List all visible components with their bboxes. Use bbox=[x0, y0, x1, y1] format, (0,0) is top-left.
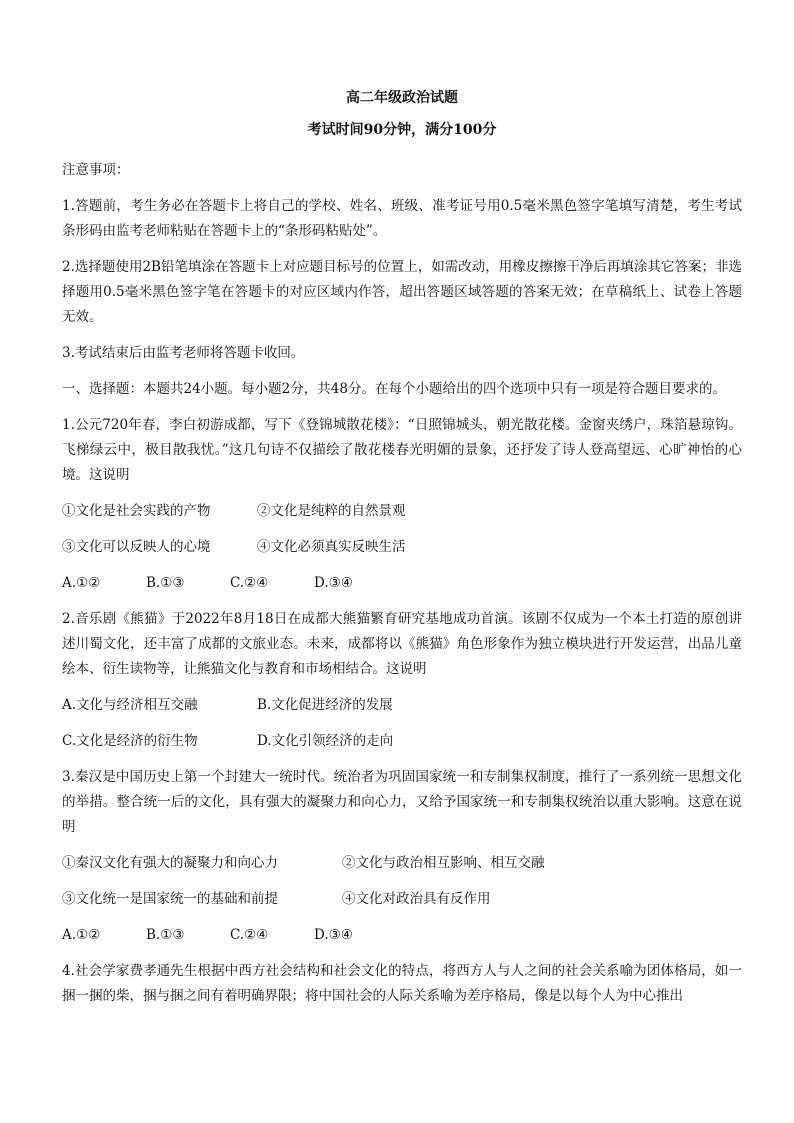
statement: ④文化对政治具有反作用 bbox=[342, 891, 491, 907]
question-1-statements-row-1 bbox=[62, 499, 742, 524]
statement: ③文化统一是国家统一的基础和前提 bbox=[62, 891, 278, 907]
statement: ③文化可以反映人的心境 bbox=[62, 539, 211, 555]
question-3-statements-row-1 bbox=[62, 851, 742, 876]
question-3-statements-row-2 bbox=[62, 887, 742, 912]
exam-page bbox=[62, 88, 742, 1020]
statement: ④文化必须真实反映生活 bbox=[257, 539, 406, 555]
section-heading: 一、选择题：本题共24小题。每小题2分，共48分。在每个小题给出的四个选项中只有一项是符合题目要求的。 bbox=[62, 381, 726, 397]
exam-subtitle: 考试时间90分钟，满分100分 bbox=[307, 122, 497, 138]
choice-b: B.①③ bbox=[146, 927, 185, 943]
question-1-stem: 1.公元720年春，李白初游成都，写下《登锦城散花楼》：“日照锦城头，朝光散花楼。金窗夹绣户，珠箔悬琼钩。飞梯绿云中，极目散我忧。”这几句诗不仅描绘了散花楼春光明媚的景象，还抒发了诗人登高望远、心旷神怡的心境。这说明 bbox=[62, 417, 742, 483]
notice-heading: 注意事项： bbox=[62, 162, 130, 178]
choice-c: C.文化是经济的衍生物 bbox=[62, 733, 198, 749]
question-2-stem: 2.音乐剧《熊猫》于2022年8月18日在成都大熊猫繁育研究基地成功首演。该剧不仅成为一个本土打造的原创讲述川蜀文化，还丰富了成都的文旅业态。未来，成都将以《熊猫》角色形象作为独立模块进行开发运营，出品儿童绘本、衍生读物等，让熊猫文化与教育和市场相结合。这说明 bbox=[62, 611, 742, 677]
statement: ①文化是社会实践的产物 bbox=[62, 503, 211, 519]
choice-a: A.①② bbox=[62, 927, 101, 943]
question-1-statements-row-2 bbox=[62, 535, 742, 560]
question-1-choices bbox=[62, 571, 742, 596]
question-2-choices-row-1 bbox=[62, 693, 742, 718]
notice-item-2: 2.选择题使用2B铅笔填涂在答题卡上对应题目标号的位置上，如需改动，用橡皮擦擦干净后再填涂其它答案；非选择题用0.5毫米黑色签字笔在答题卡的对应区域内作答，超出答题区域答题的答案无效；在草稿纸上、试卷上答题无效。 bbox=[62, 259, 742, 325]
choice-c: C.②④ bbox=[230, 575, 269, 591]
statement: ①秦汉文化有强大的凝聚力和向心力 bbox=[62, 855, 278, 871]
exam-title: 高二年级政治试题 bbox=[346, 90, 458, 106]
choice-a: A.文化与经济相互交融 bbox=[62, 697, 198, 713]
choice-d: D.③④ bbox=[314, 927, 353, 943]
question-3-stem: 3.秦汉是中国历史上第一个封建大一统时代。统治者为巩固国家统一和专制集权制度，推行了一系列统一思想文化的举措。整合统一后的文化，具有强大的凝聚力和向心力，又给予国家统一和专制集权统治以重大影响。这意在说明 bbox=[62, 769, 742, 835]
question-2-choices-row-2 bbox=[62, 729, 742, 754]
choice-c: C.②④ bbox=[230, 927, 269, 943]
choice-b: B.文化促进经济的发展 bbox=[257, 697, 393, 713]
statement: ②文化与政治相互影响、相互交融 bbox=[342, 855, 545, 871]
notice-item-1: 1.答题前，考生务必在答题卡上将自己的学校、姓名、班级、准考证号用0.5毫米黑色签字笔填写清楚，考生考试条形码由监考老师粘贴在答题卡上的“条形码粘贴处”。 bbox=[62, 198, 742, 239]
notice-item-3: 3.考试结束后由监考老师将答题卡收回。 bbox=[62, 345, 305, 361]
choice-b: B.①③ bbox=[146, 575, 185, 591]
statement: ②文化是纯粹的自然景观 bbox=[257, 503, 406, 519]
question-4-stem: 4.社会学家费孝通先生根据中西方社会结构和社会文化的特点，将西方人与人之间的社会关系喻为团体格局，如一捆一捆的柴，捆与捆之间有着明确界限；将中国社会的人际关系喻为差序格局，像是以每个人为中心推出 bbox=[62, 963, 742, 1004]
question-3-choices bbox=[62, 923, 742, 948]
choice-d: D.文化引领经济的走向 bbox=[257, 733, 394, 749]
choice-a: A.①② bbox=[62, 575, 101, 591]
choice-d: D.③④ bbox=[314, 575, 353, 591]
